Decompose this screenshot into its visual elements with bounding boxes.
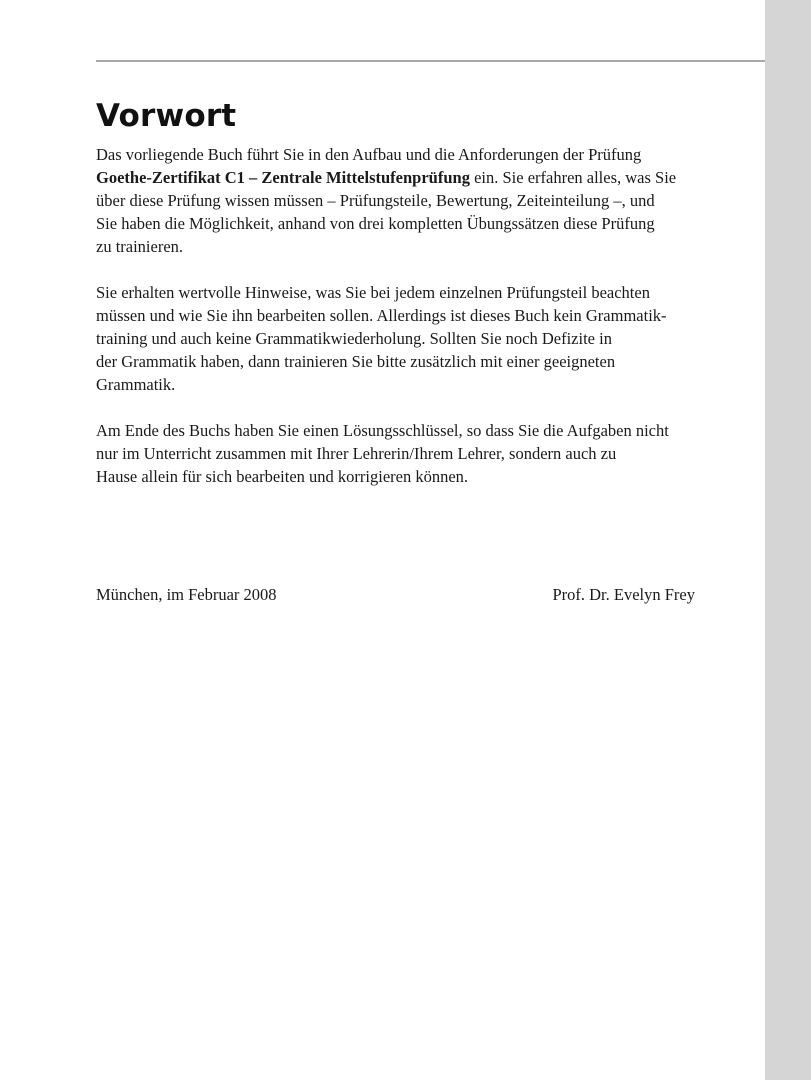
place-date: München, im Februar 2008 [96,585,277,604]
text-segment: Hause allein für sich bearbeiten und korrigieren können. [96,467,469,486]
page-title: Vorwort [96,98,237,134]
exam-name: Goethe-Zertifikat C1 – Zentrale Mittelstufenprüfung [96,168,470,187]
text-segment: Grammatik. [96,375,176,394]
text-line [96,235,696,258]
text-line [96,350,696,373]
text-segment: über diese Prüfung wissen müssen – Prüfungsteile, Bewertung, Zeiteinteilung –, und [96,191,655,210]
text-line [96,419,696,442]
foreword-body [96,143,696,511]
text-line [96,143,696,166]
text-segment: Sie haben die Möglichkeit, anhand von drei kompletten Übungssätzen diese Prüfung [96,214,655,233]
text-line [96,189,696,212]
text-line [96,442,696,465]
text-segment: der Grammatik haben, dann trainieren Sie bitte zusätzlich mit einer geeigneten [96,352,616,371]
text-line [96,212,696,235]
text-segment: nur im Unterricht zusammen mit Ihrer Lehrerin/Ihrem Lehrer, sondern auch zu [96,444,617,463]
paragraph [96,143,696,258]
text-line [96,373,696,396]
closing-line [96,583,695,606]
text-segment: training und auch keine Grammatikwiederholung. Sollten Sie noch Defizite in [96,329,612,348]
paragraph [96,419,696,488]
text-segment: Sie erhalten wertvolle Hinweise, was Sie bei jedem einzelnen Prüfungsteil beachten [96,283,650,302]
author-signature: Prof. Dr. Evelyn Frey [552,585,695,604]
text-line [96,281,696,304]
page-edge-bar [765,0,811,1080]
text-line [96,327,696,350]
header-rule [96,60,765,62]
text-line [96,166,696,189]
text-line [96,465,696,488]
text-segment: Am Ende des Buchs haben Sie einen Lösungsschlüssel, so dass Sie die Aufgaben nicht [96,421,669,440]
text-line [96,304,696,327]
text-segment: müssen und wie Sie ihn bearbeiten sollen. Allerdings ist dieses Buch kein Grammatik- [96,306,667,325]
paragraph [96,281,696,396]
text-segment: ein. Sie erfahren alles, was Sie [469,168,677,187]
text-segment: zu trainieren. [96,237,184,256]
text-segment: Das vorliegende Buch führt Sie in den Aufbau und die Anforderungen der Prüfung [96,145,642,164]
